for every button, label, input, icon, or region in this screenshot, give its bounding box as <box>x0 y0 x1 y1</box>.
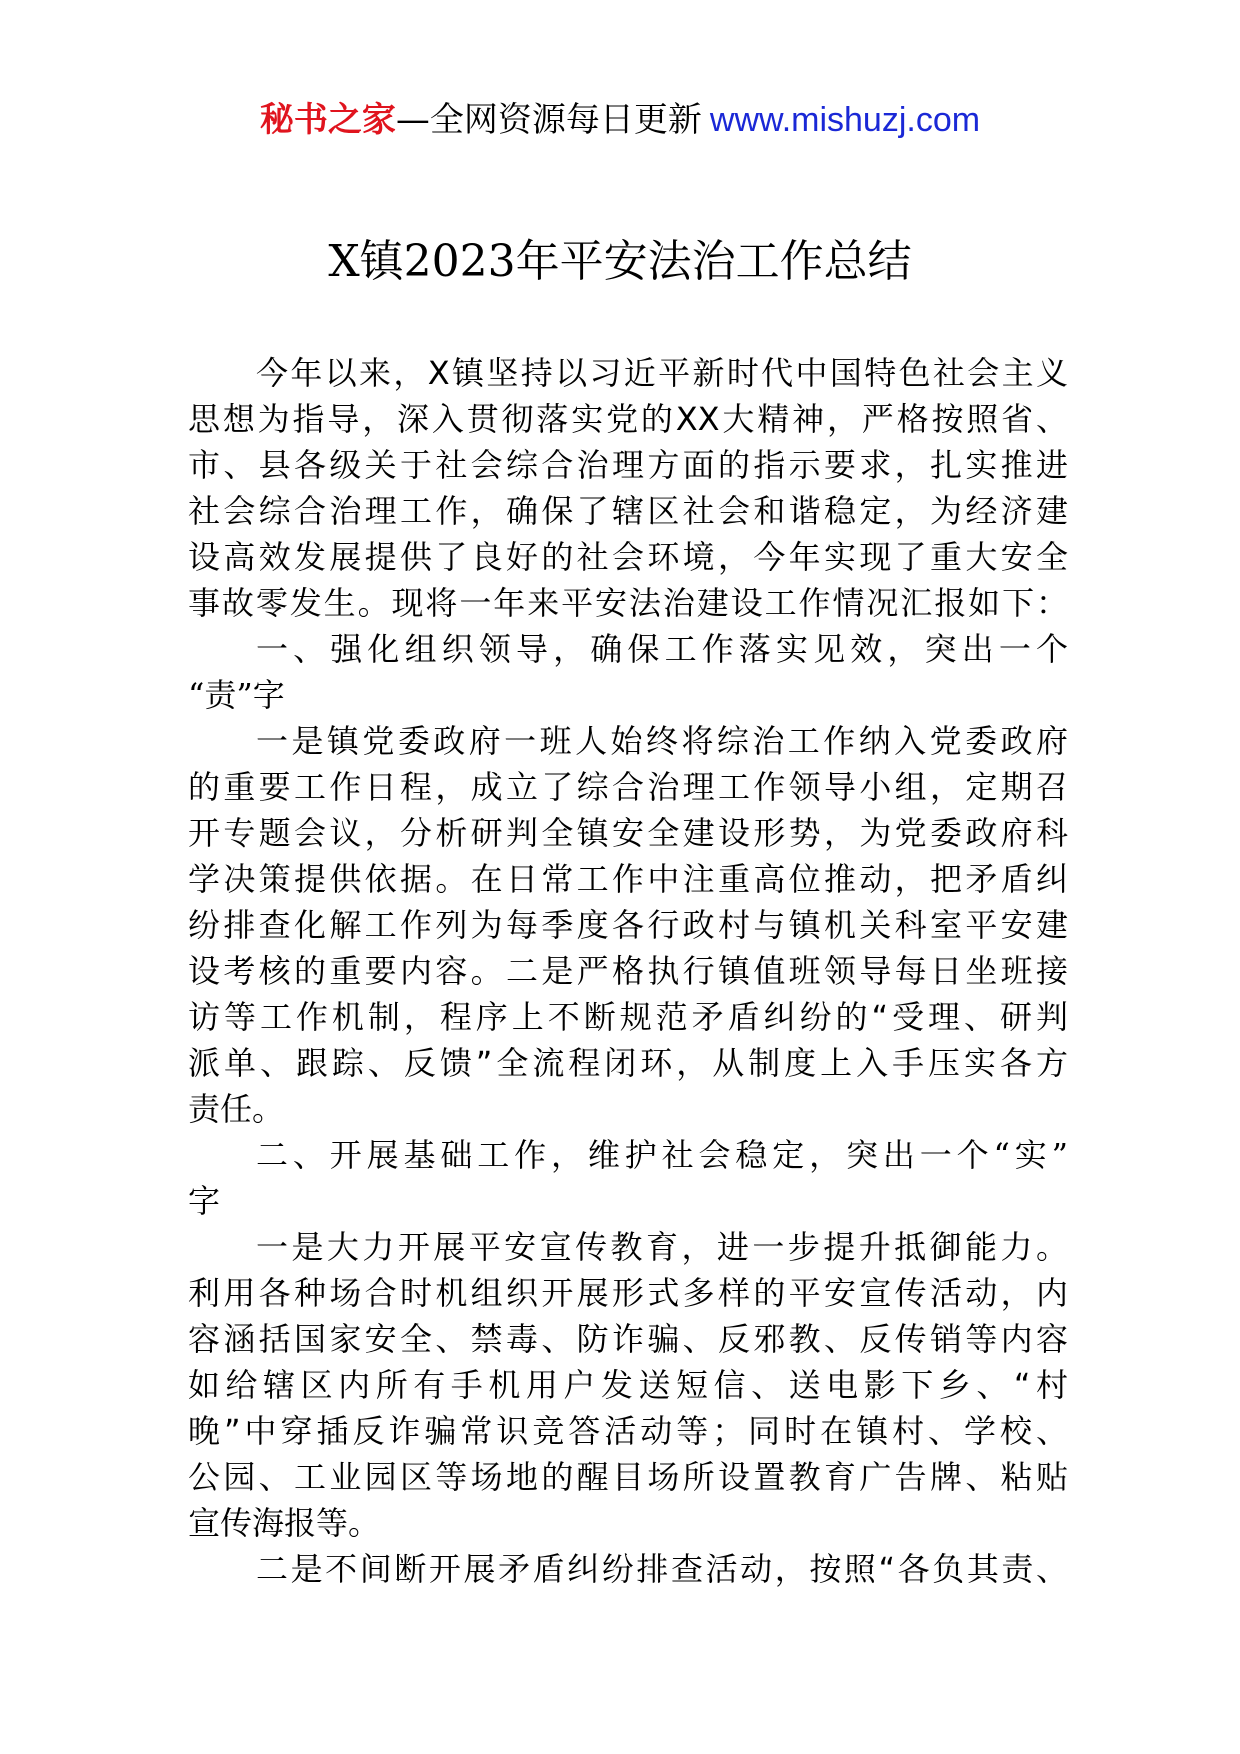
section-heading-1-cont: “责”字 <box>188 676 285 714</box>
body-line: 公园、工业园区等场地的醒目场所设置教育广告牌、粘贴 <box>188 1458 1068 1496</box>
body-line: 的重要工作日程，成立了综合治理工作领导小组，定期召 <box>188 768 1068 806</box>
document-body <box>188 350 1068 1592</box>
body-line: 一是大力开展平安宣传教育，进一步提升抵御能力。 <box>256 1228 1068 1266</box>
section-heading-1: 一、强化组织领导，确保工作落实见效，突出一个 <box>256 630 1068 668</box>
site-url-link[interactable]: www.mishuzj.com <box>709 101 981 139</box>
body-line: 思想为指导，深入贯彻落实党的XX大精神，严格按照省、 <box>188 400 1068 438</box>
body-line: 晚”中穿插反诈骗常识竞答活动等；同时在镇村、学校、 <box>188 1412 1068 1450</box>
body-line: 容涵括国家安全、禁毒、防诈骗、反邪教、反传销等内容 <box>188 1320 1068 1358</box>
body-line: 如给辖区内所有手机用户发送短信、送电影下乡、“村 <box>188 1366 1068 1404</box>
body-line: 宣传海报等。 <box>188 1504 381 1542</box>
section-heading-2-cont: 字 <box>188 1182 221 1220</box>
body-line: 派单、跟踪、反馈”全流程闭环，从制度上入手压实各方 <box>188 1044 1068 1082</box>
body-line: 责任。 <box>188 1090 285 1128</box>
body-line: 设考核的重要内容。二是严格执行镇值班领导每日坐班接 <box>188 952 1068 990</box>
site-brand: 秘书之家 <box>259 100 396 140</box>
body-line: 事故零发生。现将一年来平安法治建设工作情况汇报如下： <box>188 584 1068 622</box>
body-line: 学决策提供依据。在日常工作中注重高位推动，把矛盾纠 <box>188 860 1068 898</box>
body-line: 利用各种场合时机组织开展形式多样的平安宣传活动，内 <box>188 1274 1068 1312</box>
body-line: 市、县各级关于社会综合治理方面的指示要求，扎实推进 <box>188 446 1068 484</box>
body-line: 设高效发展提供了良好的社会环境，今年实现了重大安全 <box>188 538 1068 576</box>
body-line: 一是镇党委政府一班人始终将综治工作纳入党委政府 <box>256 722 1068 760</box>
site-header <box>0 98 1240 142</box>
body-line: 社会综合治理工作，确保了辖区社会和谐稳定，为经济建 <box>188 492 1068 530</box>
body-line: 开专题会议，分析研判全镇安全建设形势，为党委政府科 <box>188 814 1068 852</box>
body-line: 访等工作机制，程序上不断规范矛盾纠纷的“受理、研判 <box>188 998 1068 1036</box>
section-heading-2: 二、开展基础工作，维护社会稳定，突出一个“实” <box>256 1136 1068 1174</box>
document-title: X镇2023年平安法治工作总结 <box>328 236 912 287</box>
body-line: 今年以来，X镇坚持以习近平新时代中国特色社会主义 <box>256 354 1068 392</box>
body-line: 纷排查化解工作列为每季度各行政村与镇机关科室平安建 <box>188 906 1068 944</box>
site-tagline: —全网资源每日更新 <box>395 100 702 140</box>
body-line: 二是不间断开展矛盾纠纷排查活动，按照“各负其责、 <box>256 1550 1068 1588</box>
